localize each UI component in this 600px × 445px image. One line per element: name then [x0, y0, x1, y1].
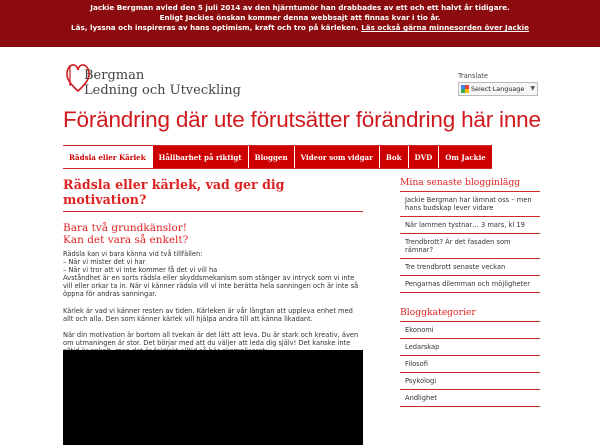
- language-select-value: Select Language: [471, 85, 525, 93]
- nav-item-om-jackie[interactable]: Om Jackie: [438, 146, 492, 168]
- google-icon: [461, 85, 469, 93]
- logo-line-1: Bergman: [84, 68, 145, 83]
- category-item-ekonomi[interactable]: Ekonomi: [400, 322, 540, 339]
- subheading-line-2: Kan det vara så enkelt?: [63, 234, 189, 246]
- nav-item-radsla-eller-karlek[interactable]: Rädsla eller Kärlek: [63, 146, 152, 168]
- recent-posts-list: [400, 192, 540, 293]
- nav-item-videor[interactable]: Videor som vidgar: [294, 146, 379, 168]
- page-container: [60, 47, 540, 400]
- video-player[interactable]: [63, 350, 363, 445]
- logo-line-2: Ledning och Utveckling: [84, 83, 242, 98]
- category-item-filosofi[interactable]: Filosofi: [400, 356, 540, 373]
- notice-line-2: Enligt Jackies önskan kommer denna webbsajt att finnas kvar i tio år.: [159, 13, 441, 23]
- main-nav: [63, 145, 492, 169]
- sidebar: [400, 177, 540, 407]
- notice-text: Läs, lyssna och inspireras av hans optimism, kraft och tro på kärleken.: [71, 23, 359, 33]
- recent-posts-title: Mina senaste blogginlägg: [400, 177, 540, 192]
- subheading-line-1: Bara två grundkänslor!: [63, 222, 188, 234]
- post-title: Rädsla eller kärlek, vad ger dig motivation?: [63, 177, 363, 212]
- recent-post-item[interactable]: Tre trendbrott senaste veckan: [400, 259, 540, 276]
- memorial-notice: [0, 0, 600, 47]
- chevron-down-icon: ▼: [530, 85, 535, 92]
- category-item-psykologi[interactable]: Psykologi: [400, 373, 540, 390]
- recent-post-item[interactable]: När lammen tystnar… 3 mars, kl 19: [400, 217, 540, 234]
- translate-widget: [458, 72, 540, 96]
- site-logo[interactable]: [64, 60, 254, 100]
- nav-item-bloggen[interactable]: Bloggen: [248, 146, 294, 168]
- category-item-ledarskap[interactable]: Ledarskap: [400, 339, 540, 356]
- paragraph-3: När din motivation är bortom all tvekan är det lätt att leva. Du är stark och kreativ, även om utmaningen är stor. Det börjar med att du väljer att leda dig själv! Det kanske inte: [63, 330, 359, 347]
- nav-item-dvd[interactable]: DVD: [408, 146, 439, 168]
- nav-item-bok[interactable]: Bok: [379, 146, 408, 168]
- categories-title: Bloggkategorier: [400, 307, 540, 322]
- translate-label: Translate: [458, 72, 488, 80]
- notice-line-1: Jackie Bergman avled den 5 juli 2014 av den hjärntumör han drabbades av ett och ett halvt år tidigare.: [90, 3, 510, 12]
- recent-post-item[interactable]: Pengarnas dilemman och möjligheter: [400, 276, 540, 293]
- main-content: [63, 177, 363, 355]
- memorial-link[interactable]: Läs också gärna minnesorden över Jackie: [361, 23, 529, 33]
- notice-line-3: [0, 23, 600, 33]
- language-select[interactable]: [458, 82, 538, 96]
- category-item-andlighet[interactable]: Andlighet: [400, 390, 540, 407]
- site-tagline: Förändring där ute förutsätter förändring här inne: [63, 107, 541, 132]
- nav-item-hallbarhet[interactable]: Hållbarhet på riktigt: [152, 146, 248, 168]
- recent-post-item[interactable]: Jackie Bergman har lämnat oss – men hans budskap lever vidare: [400, 192, 540, 217]
- categories-list: [400, 322, 540, 407]
- logo-text: [84, 68, 241, 98]
- paragraph-2: Kärlek är vad vi känner resten av tiden. Kärleken är vår längtan att uppleva enhet med allt och alla. Den som känner kärlek vill hjälpa andra till att känna likadant.: [63, 306, 353, 323]
- post-subheading: [63, 222, 363, 246]
- recent-post-item[interactable]: Trendbrott? Är det fasaden som rämnar?: [400, 234, 540, 259]
- paragraph-1: Rädsla kan vi bara känna vid två tillfällen: – När vi mister det vi har – När vi tror att vi inte kommer få det vi vill ha Avståndhet är en sorts rädsla eller skyddsmekanism som stänger av intryck som vi inte vill eller orkar ta in. När vi känner rädsla vill vi inte berätta hela sanningen och är inte så öppna för andras sanningar.: [63, 250, 359, 299]
